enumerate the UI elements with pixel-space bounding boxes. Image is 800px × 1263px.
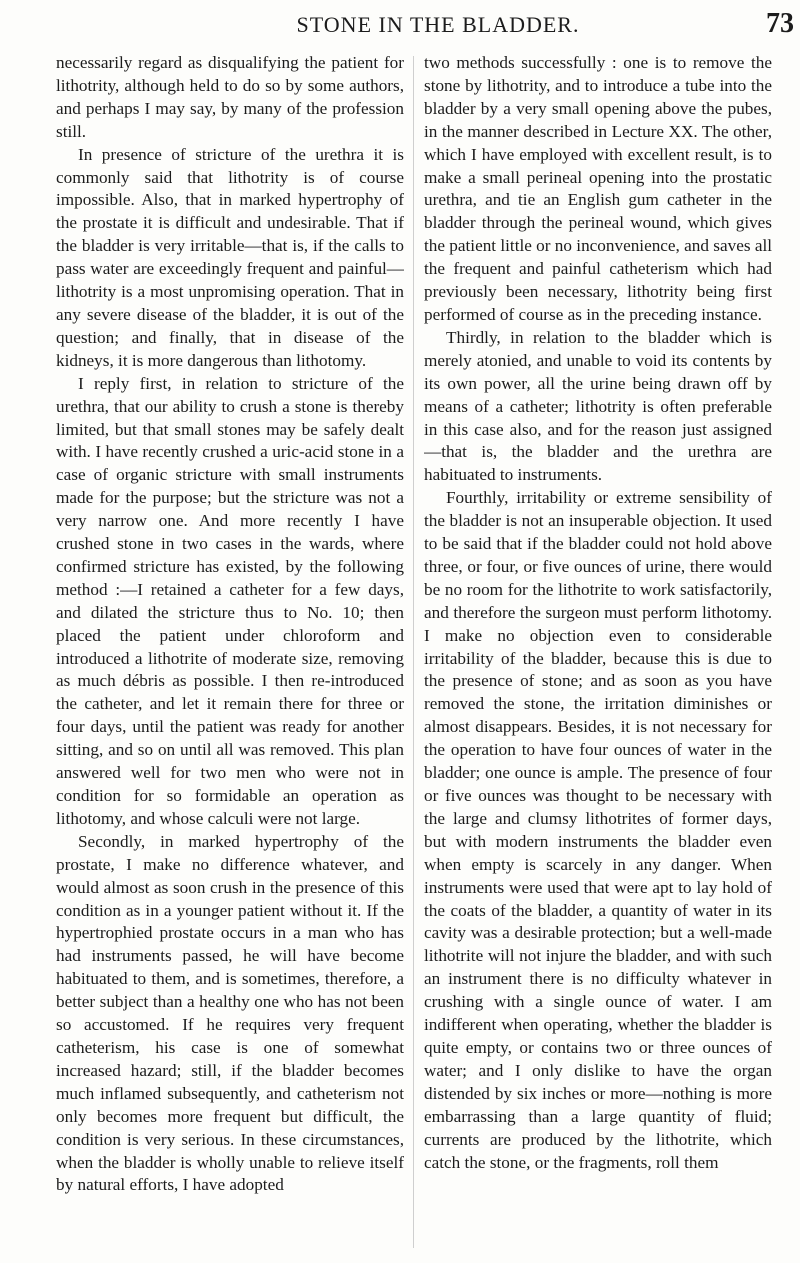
left-column (56, 52, 404, 1252)
page-number: 73 (766, 8, 794, 39)
running-title: STONE IN THE BLADDER. (296, 12, 580, 37)
paragraph: Thirdly, in relation to the bladder which is merely atonied, and unable to void its contents by its own power, all the urine being drawn off by means of a catheter; lithotrity is often preferable in this case also, and for the reason just assigned—that is, the bladder and the urethra are habituated to instruments. (424, 327, 772, 485)
paragraph: Fourthly, irritability or extreme sensibility of the bladder is not an insuperable objection. It used to be said that if the bladder could not hold above three, or four, or five ounces of urine, there would be no room for the lithotrite to work satisfactorily, and therefore the surgeon must perform lithotomy. I make no objection even to considerable irritability of the bladder, because this is due to the presence of stone; and as soon as you have removed the stone, the irritation diminishes or almost disappears. Besides, it is not necessary for the operation to have four ounces of water in the bladder; one ounce is ample. The presence of four or five ounces was thought to be necessary with the large and clumsy lithotrites of former days, but with modern instruments the bladder even when empty is scarcely in any danger. When instruments were used that were apt to lay hold of the coats of the bladder, a quantity of water in its cavity was a desirable protection; but a well-made lithotrite will not injure the bladder, and with such an instrument there is no difficulty whatever in crushing with a single ounce of water. I am indifferent when operating, whether the bladder is quite empty, or contains two or three ounces of water; and I only dislike to have the organ distended by six inches or more—nothing is more embarrassing than a large quantity of fluid; currents are produced by the lithotrite, which catch the stone, or the fragments, roll them (424, 488, 772, 1172)
page-header (80, 8, 796, 42)
paragraph: two methods successfully : one is to remove the stone by lithotrity, and to introduce a tube into the bladder by a very small opening above the pubes, in the manner described in Lecture XX. The other, which I have employed with excellent result, is to make a small perineal opening into the prostatic urethra, and tie an English gum catheter in the bladder through the perineal wound, which gives the patient little or no inconvenience, and saves all the frequent and painful catheterism which had previously been necessary, lithotrity being first performed of course as in the preceding instance. (424, 53, 772, 324)
paragraph: In presence of stricture of the urethra it is commonly said that lithotrity is of course impossible. Also, that in marked hypertrophy of the prostate it is difficult and undesirable. That if the bladder is very irritable—that is, if the calls to pass water are exceedingly frequent and painful—lithotrity is a most unpromising operation. That in any severe disease of the bladder, it is out of the question; and finally, that in disease of the kidneys, it is more dangerous than lithotomy. (56, 144, 404, 370)
paragraph: I reply first, in relation to stricture of the urethra, that our ability to crush a stone is thereby limited, but that small stones may be safely dealt with. I have recently crushed a uric-acid stone in a case of organic stricture with small instruments made for the purpose; but the stricture was not a very narrow one. And more recently I have crushed stone in two cases in the wards, where confirmed stricture has existed, by the following method :—I retained a catheter for a few days, and dilated the stricture thus to No. 10; then placed the patient under chloroform and introduced a lithotrite of moderate size, removing as much débris as possible. I then re-introduced the catheter, and let it remain there for three or four days, until the patient was ready for another sitting, and so on until all was removed. This plan answered well for two men who were not in condition for so formidable an operation as lithotomy, and whose calculi were not large. (56, 373, 404, 828)
paragraph: necessarily regard as disqualifying the patient for lithotrity, although held to do so by some authors, and perhaps I may say, by many of the profession still. (56, 53, 404, 141)
column-divider (413, 56, 414, 1248)
paragraph: Secondly, in marked hypertrophy of the prostate, I make no difference whatever, and would almost as soon crush in the presence of this condition as in a younger patient without it. If the hypertrophied prostate occurs in a man who has had instruments passed, he will have become habituated to them, and is sometimes, therefore, a better subject than a healthy one who has not been so accustomed. If he requires very frequent catheterism, his case is one of somewhat increased hazard; still, if the bladder becomes much inflamed subsequently, and catheterism not only becomes more frequent but difficult, the condition is very serious. In these circumstances, when the bladder is wholly unable to relieve itself by natural efforts, I have adopted (56, 831, 404, 1195)
right-column (424, 52, 772, 1252)
